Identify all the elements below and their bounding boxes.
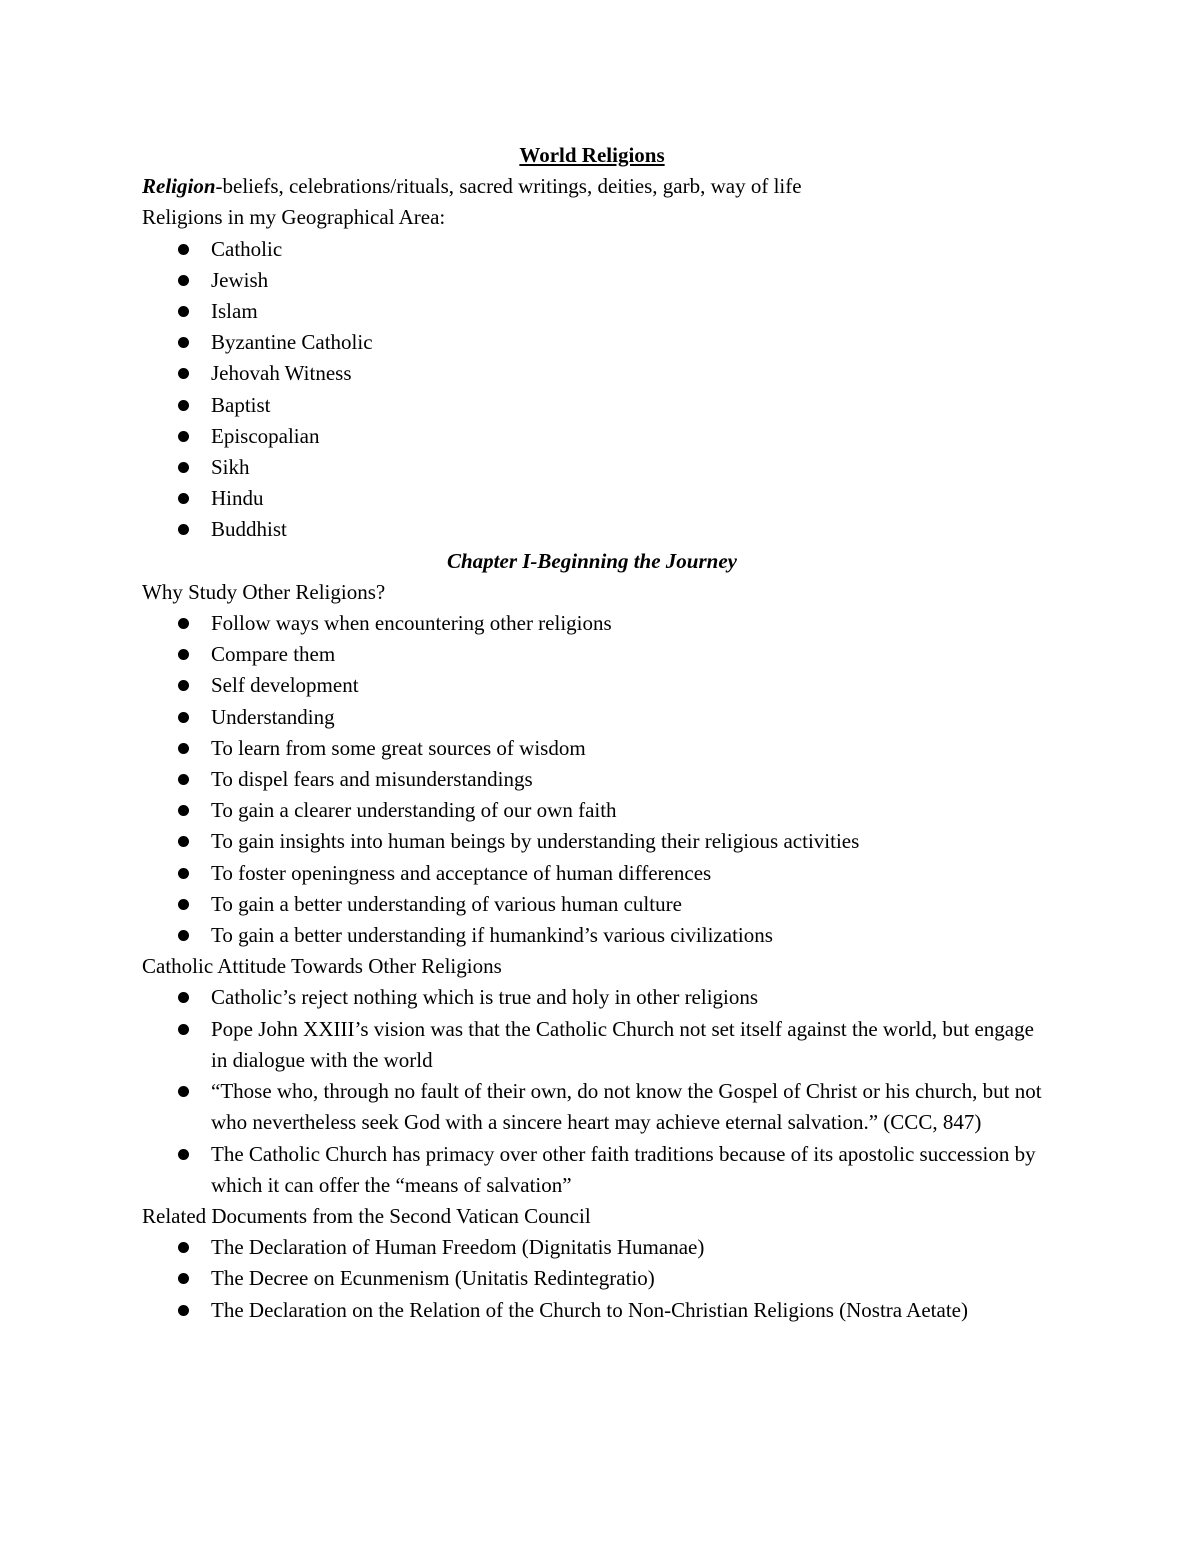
- bullet-icon: [178, 930, 189, 941]
- bullet-icon: [178, 743, 189, 754]
- bullet-icon: [178, 680, 189, 691]
- list-item-text: To learn from some great sources of wisdom: [211, 735, 586, 760]
- list-item-text: Hindu: [211, 486, 264, 511]
- bullet-icon: [178, 774, 189, 785]
- list-item: [142, 733, 1042, 764]
- list-item-text: Jewish: [211, 267, 269, 292]
- list-item-text: Jehovah Witness: [211, 361, 352, 386]
- list-item-text: The Declaration on the Relation of the Church to Non-Christian Religions (Nostra Aetate): [211, 1297, 968, 1322]
- list-item-text: “Those who, through no fault of their own, do not know the Gospel of Christ or his church, but not who nevertheless seek God with a sincere heart may achieve eternal salvation.” (CCC, 847): [211, 1079, 1042, 1135]
- list-item-text: Islam: [211, 299, 258, 324]
- bullet-icon: [178, 1305, 189, 1316]
- list-item: [142, 483, 1042, 514]
- section-heading: Catholic Attitude Towards Other Religions: [142, 954, 502, 979]
- bullet-icon: [178, 868, 189, 879]
- document-page: [142, 140, 1042, 1326]
- bullet-icon: [178, 1273, 189, 1284]
- chapter-sections-container: [142, 577, 1042, 1326]
- bullet-icon: [178, 1086, 189, 1097]
- list-item-text: Buddhist: [211, 517, 287, 542]
- list-item: [142, 702, 1042, 733]
- chapter-heading: Chapter I-Beginning the Journey: [447, 548, 737, 573]
- bullet-icon: [178, 462, 189, 473]
- bullet-icon: [178, 618, 189, 629]
- bullet-icon: [178, 712, 189, 723]
- section-heading: Why Study Other Religions?: [142, 579, 386, 604]
- list-item-text: The Catholic Church has primacy over other faith traditions because of its apostolic succession by which it can offer the “means of salvation”: [211, 1141, 1036, 1197]
- bullet-icon: [178, 1149, 189, 1160]
- list-item-text: To gain a better understanding of various human culture: [211, 891, 682, 916]
- bullet-icon: [178, 244, 189, 255]
- definition-term: Religion: [142, 174, 216, 199]
- list-item-text: Catholic: [211, 236, 283, 261]
- list-item-text: Compare them: [211, 642, 336, 667]
- bullet-icon: [178, 306, 189, 317]
- list-item-text: To gain a better understanding if humankind’s various civilizations: [211, 923, 773, 948]
- list-item: [142, 639, 1042, 670]
- list-item: [142, 1014, 1042, 1076]
- list-item-text: Catholic’s reject nothing which is true and holy in other religions: [211, 985, 759, 1010]
- bullet-icon: [178, 400, 189, 411]
- list-item-text: Baptist: [211, 392, 271, 417]
- list-item-text: Understanding: [211, 704, 335, 729]
- bullet-icon: [178, 493, 189, 504]
- list-item: [142, 1076, 1042, 1138]
- list-item-text: Byzantine Catholic: [211, 330, 373, 355]
- document-title: World Religions: [519, 143, 665, 167]
- list-item: [142, 1295, 1042, 1326]
- definition-text: -beliefs, celebrations/rituals, sacred writings, deities, garb, way of life: [215, 174, 802, 199]
- list-item: [142, 764, 1042, 795]
- list-item: [142, 390, 1042, 421]
- list-item: [142, 982, 1042, 1013]
- section-heading: Religions in my Geographical Area:: [142, 205, 446, 230]
- list-item-text: The Decree on Ecunmenism (Unitatis Redintegratio): [211, 1266, 655, 1291]
- bullet-icon: [178, 275, 189, 286]
- bullet-icon: [178, 337, 189, 348]
- list-item: [142, 826, 1042, 857]
- list-item: [142, 265, 1042, 296]
- bullet-icon: [178, 431, 189, 442]
- list-item-text: The Declaration of Human Freedom (Dignitatis Humanae): [211, 1235, 705, 1260]
- bullet-list: [142, 982, 1042, 1200]
- list-item-text: To dispel fears and misunderstandings: [211, 767, 533, 792]
- bullet-list: [142, 608, 1042, 951]
- bullet-icon: [178, 899, 189, 910]
- religion-definition: [142, 171, 1042, 202]
- bullet-icon: [178, 649, 189, 660]
- list-item: [142, 670, 1042, 701]
- bullet-icon: [178, 836, 189, 847]
- list-item: [142, 1263, 1042, 1294]
- bullet-icon: [178, 368, 189, 379]
- bullet-icon: [178, 524, 189, 535]
- list-item: [142, 920, 1042, 951]
- list-item: [142, 452, 1042, 483]
- list-item: [142, 514, 1042, 545]
- list-item: [142, 421, 1042, 452]
- list-item-text: To foster openingness and acceptance of human differences: [211, 860, 712, 885]
- list-item: [142, 234, 1042, 265]
- list-item-text: Sikh: [211, 455, 250, 480]
- list-item: [142, 296, 1042, 327]
- bullet-icon: [178, 1024, 189, 1035]
- list-item: [142, 858, 1042, 889]
- list-item: [142, 889, 1042, 920]
- list-item: [142, 358, 1042, 389]
- list-item: [142, 327, 1042, 358]
- list-item-text: Follow ways when encountering other religions: [211, 611, 612, 636]
- list-item-text: Episcopalian: [211, 423, 320, 448]
- list-item: [142, 1232, 1042, 1263]
- sections-container: [142, 202, 1042, 545]
- list-item-text: To gain a clearer understanding of our own faith: [211, 798, 617, 823]
- bullet-icon: [178, 992, 189, 1003]
- bullet-icon: [178, 1242, 189, 1253]
- list-item: [142, 608, 1042, 639]
- list-item-text: Self development: [211, 673, 359, 698]
- section-heading: Related Documents from the Second Vatican Council: [142, 1203, 591, 1228]
- bullet-list: [142, 234, 1042, 546]
- bullet-icon: [178, 805, 189, 816]
- list-item: [142, 795, 1042, 826]
- list-item: [142, 1139, 1042, 1201]
- list-item-text: To gain insights into human beings by understanding their religious activities: [211, 829, 860, 854]
- list-item-text: Pope John XXIII’s vision was that the Catholic Church not set itself against the world, but engage in dialogue with the world: [211, 1016, 1034, 1072]
- bullet-list: [142, 1232, 1042, 1326]
